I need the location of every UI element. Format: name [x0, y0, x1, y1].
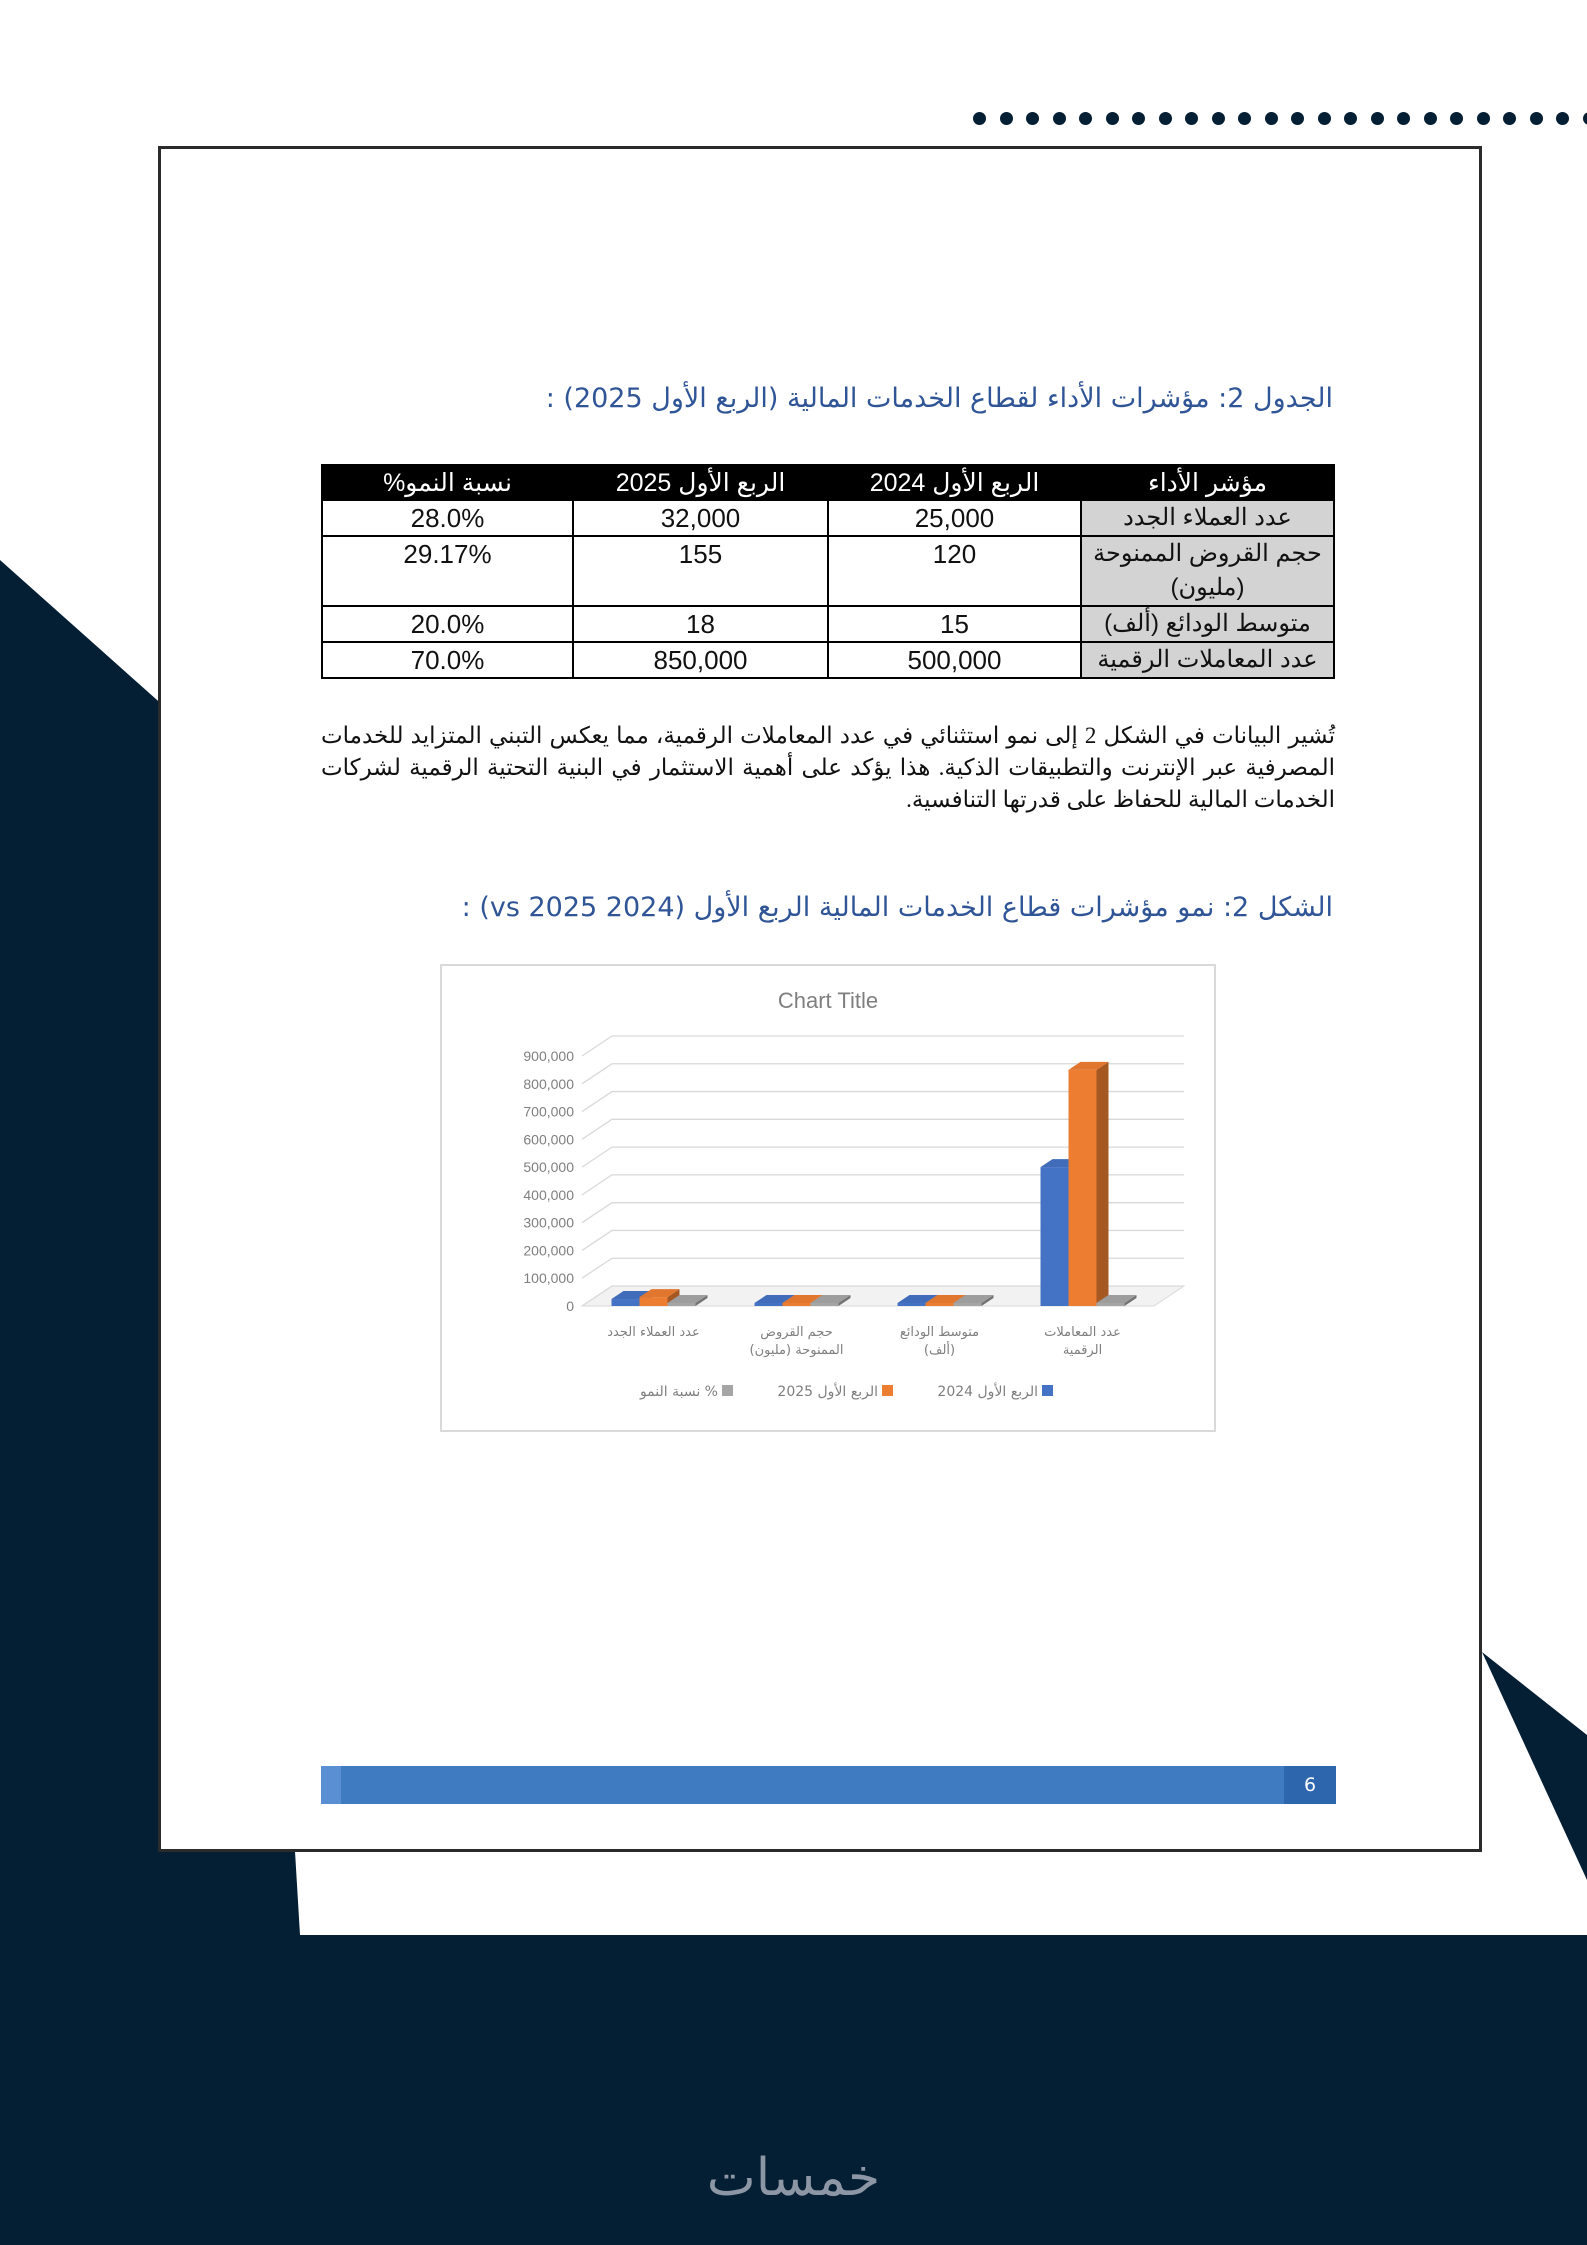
y-tick-label: 300,000: [523, 1214, 574, 1231]
legend-label-2: نسبة النمو %: [639, 1384, 718, 1400]
figure-caption: الشكل 2: نمو مؤشرات قطاع الخدمات المالية الربع الأول (2024 vs 2025) :: [461, 892, 1333, 923]
bar-0-0: [612, 1299, 640, 1306]
legend-label-0: الربع الأول 2024: [937, 1384, 1038, 1400]
dot-icon: [1132, 112, 1145, 125]
legend-label-1: الربع الأول 2025: [777, 1384, 878, 1400]
bar-2-1: [811, 1303, 839, 1306]
footer-bar: [321, 1766, 1336, 1804]
bar-chart: [442, 966, 1214, 1430]
cell-q1-2025: 850,000: [573, 642, 828, 678]
header-indicator: مؤشر الأداء: [1081, 465, 1334, 500]
row-label: عدد العملاء الجدد: [1081, 500, 1334, 536]
cell-q1-2024: 500,000: [828, 642, 1081, 678]
dot-icon: [1291, 112, 1304, 125]
cell-q1-2025: 32,000: [573, 500, 828, 536]
brand-logo: خمسات: [706, 2148, 881, 2208]
header-q1-2025: الربع الأول 2025: [573, 465, 828, 500]
cell-q1-2024: 15: [828, 606, 1081, 642]
y-tick-label: 200,000: [523, 1242, 574, 1259]
x-tick-label: الرقمية: [1062, 1343, 1103, 1358]
bar-2-3: [1097, 1303, 1125, 1306]
dot-icon: [1079, 112, 1092, 125]
dot-icon: [1450, 112, 1463, 125]
dot-icon: [1159, 112, 1172, 125]
performance-table: [321, 464, 1335, 679]
body-paragraph: تُشير البيانات في الشكل 2 إلى نمو استثنائي في عدد المعاملات الرقمية، مما يعكس التبني المتزايد للخدمات المصرفية عبر الإنترنت والتطبيقات الذكية. هذا يؤكد على أهمية الاستثمار في البنية التحتية الرقمية لشركات الخدمات المالية للحفاظ على قدرتها التنافسية.: [321, 723, 1335, 812]
cell-q1-2024: 120: [828, 536, 1081, 606]
table-header-row: [322, 465, 1334, 500]
x-tick-label: متوسط الودائع: [899, 1325, 980, 1340]
dot-icon: [1503, 112, 1516, 125]
bar-2-2: [954, 1303, 982, 1306]
dot-icon: [1371, 112, 1384, 125]
cell-q1-2024: 25,000: [828, 500, 1081, 536]
table-row: [322, 536, 1334, 606]
dot-icon: [1424, 112, 1437, 125]
cell-q1-2025: 18: [573, 606, 828, 642]
bar-1-3: [1069, 1070, 1097, 1306]
header-q1-2024: الربع الأول 2024: [828, 465, 1081, 500]
dot-icon: [1000, 112, 1013, 125]
bar-0-1: [755, 1303, 783, 1306]
gridline: [582, 1036, 1184, 1056]
cell-growth: 70.0%: [322, 642, 573, 678]
y-tick-label: 900,000: [523, 1048, 574, 1064]
dotted-line-decoration: [970, 104, 1587, 132]
x-tick-label: (ألف): [923, 1343, 956, 1358]
bar-0-3: [1041, 1167, 1069, 1306]
y-tick-label: 800,000: [523, 1075, 574, 1092]
y-tick-label: 400,000: [523, 1186, 574, 1203]
x-tick-label: عدد العملاء الجدد: [607, 1325, 700, 1340]
chart-title: Chart Title: [777, 988, 879, 1013]
dot-icon: [1265, 112, 1278, 125]
dot-icon: [1530, 112, 1543, 125]
dot-icon: [1318, 112, 1331, 125]
dot-icon: [1026, 112, 1039, 125]
legend-swatch-0: [1042, 1385, 1053, 1396]
y-tick-label: 100,000: [523, 1270, 574, 1287]
legend-swatch-1: [882, 1385, 893, 1396]
page-number: 6: [1284, 1766, 1336, 1804]
cell-growth: 20.0%: [322, 606, 573, 642]
bar-2-0: [668, 1303, 696, 1306]
dot-icon: [973, 112, 986, 125]
dot-icon: [1477, 112, 1490, 125]
row-label: عدد المعاملات الرقمية: [1081, 642, 1334, 678]
bar-1-1: [783, 1303, 811, 1306]
table-row: [322, 500, 1334, 536]
chart-container: [440, 964, 1216, 1432]
dot-icon: [1106, 112, 1119, 125]
dot-icon: [1212, 112, 1225, 125]
row-label: حجم القروض الممنوحة (مليون): [1081, 536, 1334, 606]
table-row: [322, 642, 1334, 678]
table-row: [322, 606, 1334, 642]
dot-icon: [1185, 112, 1198, 125]
footer-stripe: [321, 1766, 341, 1804]
dot-icon: [1238, 112, 1251, 125]
x-tick-label: حجم القروض: [760, 1325, 833, 1340]
dot-icon: [1344, 112, 1357, 125]
y-tick-label: 600,000: [523, 1131, 574, 1148]
cell-growth: 28.0%: [322, 500, 573, 536]
table-caption: الجدول 2: مؤشرات الأداء لقطاع الخدمات المالية (الربع الأول 2025) :: [545, 383, 1333, 414]
bar-side-1-3: [1097, 1062, 1109, 1306]
row-label: متوسط الودائع (ألف): [1081, 606, 1334, 642]
x-tick-label: عدد المعاملات: [1044, 1325, 1121, 1340]
y-tick-label: 500,000: [523, 1159, 574, 1176]
dot-icon: [1556, 112, 1569, 125]
dot-icon: [1053, 112, 1066, 125]
bar-1-2: [926, 1303, 954, 1306]
legend-swatch-2: [722, 1385, 733, 1396]
cell-q1-2025: 155: [573, 536, 828, 606]
x-tick-label: الممنوحة (مليون): [749, 1343, 844, 1358]
y-tick-label: 0: [566, 1298, 574, 1314]
header-growth: نسبة النمو%: [322, 465, 573, 500]
bar-1-0: [640, 1297, 668, 1306]
y-tick-label: 700,000: [523, 1103, 574, 1120]
cell-growth: 29.17%: [322, 536, 573, 606]
dot-icon: [1397, 112, 1410, 125]
bar-0-2: [898, 1303, 926, 1306]
document-page: [158, 146, 1482, 1852]
dot-icon: [1583, 112, 1587, 125]
